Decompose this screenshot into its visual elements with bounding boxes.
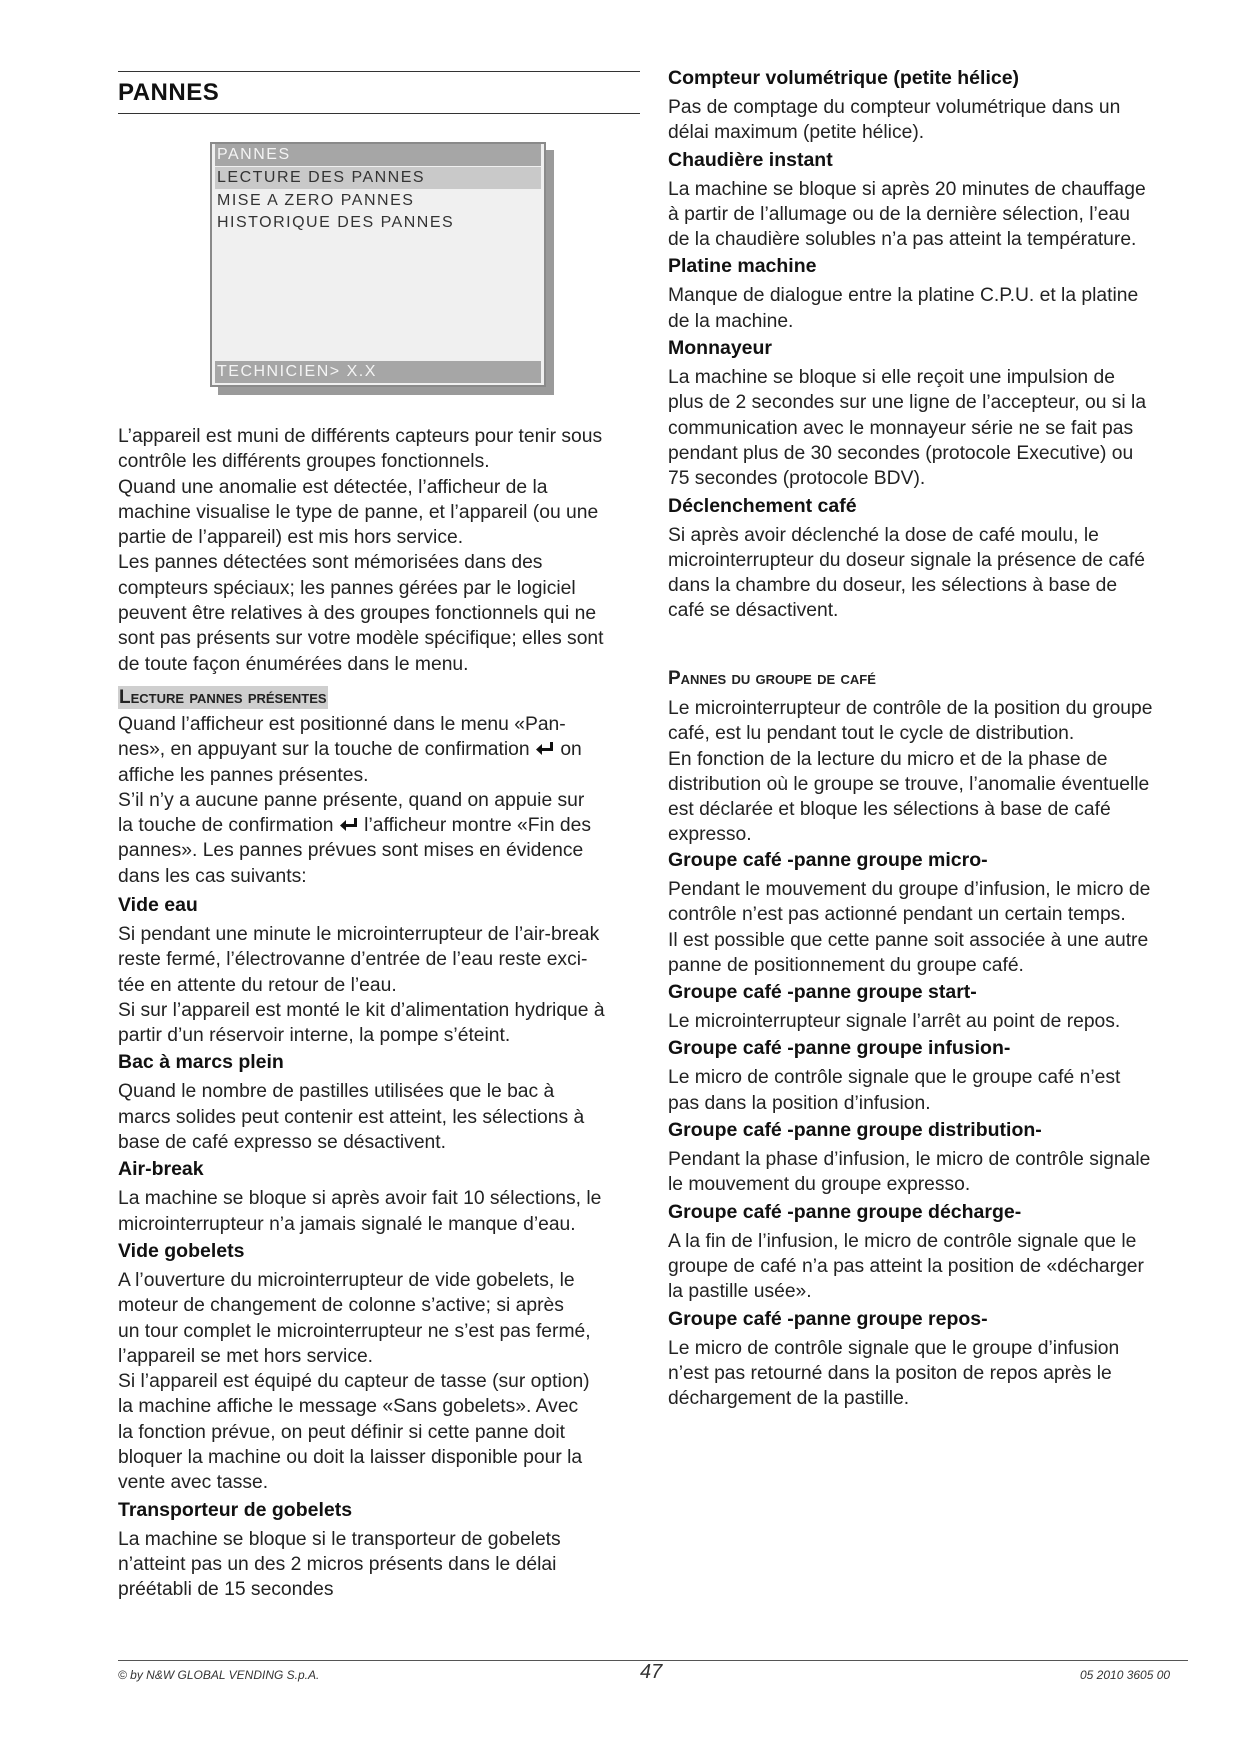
fault-heading: Groupe café -panne groupe repos-	[668, 1307, 988, 1330]
text-line: tée en attente du retour de l’eau.	[118, 974, 397, 996]
text-line: partir d’un réservoir interne, la pompe s’éteint.	[118, 1025, 511, 1047]
text-line: un tour complet le microinterrupteur ne s’est pas fermé,	[118, 1320, 591, 1342]
text-line: Si l’appareil est équipé du capteur de tasse (sur option)	[118, 1371, 590, 1393]
text-line: Pas de comptage du compteur volumétrique dans un	[668, 97, 1121, 118]
text-line: de la machine.	[668, 310, 794, 332]
text-line: pendant plus de 30 secondes (protocole Executive) ou	[668, 442, 1134, 464]
text-line: expresso.	[668, 824, 752, 846]
text-line: plus de 2 secondes sur une ligne de l’accepteur, ou si la	[668, 392, 1147, 414]
text-line: Pendant la phase d’infusion, le micro de contrôle signale	[668, 1149, 1151, 1171]
text-line: Le microinterrupteur de contrôle de la position du groupe	[668, 698, 1153, 719]
text-line: affiche les pannes présentes.	[118, 764, 369, 786]
lcd-header: PANNES	[215, 144, 541, 166]
fault-item	[118, 893, 640, 1048]
lcd-menu-item-historique: HISTORIQUE DES PANNES	[217, 214, 455, 231]
fault-heading: Groupe café -panne groupe micro-	[668, 849, 988, 871]
title-bottom-rule	[118, 113, 640, 114]
text-line: Il est possible que cette panne soit associée à une autre	[668, 929, 1149, 951]
text-line: compteurs spéciaux; les pannes gérées par le logiciel	[118, 577, 576, 599]
text-line: 75 secondes (protocole BDV).	[668, 468, 926, 490]
text-line: pannes». Les pannes prévues sont mises en évidence	[118, 840, 584, 862]
text-line: de toute façon énumérées dans le menu.	[118, 653, 469, 675]
fault-heading: Chaudière instant	[668, 148, 833, 171]
fault-item	[118, 1239, 640, 1496]
section-groupe-heading-wrap	[668, 667, 1188, 690]
lcd-footer: TECHNICIEN> X.X	[215, 361, 541, 383]
text-line: café, est lu pendant tout le cycle de distribution.	[668, 723, 1075, 745]
text-line: l’appareil se met hors service.	[118, 1345, 374, 1367]
text-line: contrôle les différents groupes fonctionnels.	[118, 451, 490, 473]
text-line: Les pannes détectées sont mémorisées dans des	[118, 552, 543, 574]
fault-item	[668, 254, 1188, 334]
lecture-paragraph	[118, 712, 640, 889]
text-line: En fonction de la lecture du micro et de la phase de	[668, 748, 1108, 770]
fault-heading: Bac à marcs plein	[118, 1051, 284, 1074]
fault-item	[118, 1157, 640, 1237]
text-line: microinterrupteur du doseur signale la présence de café	[668, 549, 1145, 571]
text-line: déchargement de la pastille.	[668, 1388, 910, 1410]
text-line: vente avec tasse.	[118, 1472, 269, 1494]
text-line: Si après avoir déclenché la dose de café moulu, le	[668, 524, 1099, 546]
text-line: panne de positionnement du groupe café.	[668, 954, 1024, 976]
fault-heading: Air-break	[118, 1158, 204, 1181]
page-number: 47	[640, 1661, 663, 1683]
section-heading-groupe-cafe: Pannes du groupe de café	[668, 668, 876, 689]
text-line: nes», en appuyant sur la touche de confirmation on	[118, 739, 582, 761]
text-line: Quand l’afficheur est positionné dans le menu «Pan-	[118, 714, 566, 735]
fault-heading: Groupe café -panne groupe décharge-	[668, 1200, 1022, 1223]
text-line: peuvent être relatives à des groupes fonctionnels qui ne	[118, 603, 597, 625]
text-line: La machine se bloque si après 20 minutes de chauffage	[668, 178, 1146, 200]
text-line: A la fin de l’infusion, le micro de contrôle signale que le	[668, 1230, 1137, 1252]
fault-heading: Groupe café -panne groupe distribution-	[668, 1119, 1042, 1142]
text-line: contrôle n’est pas actionné pendant un certain temps.	[668, 904, 1126, 926]
text-line: sont pas présents sur votre modèle spécifique; elles sont	[118, 628, 604, 650]
fault-item	[668, 980, 1188, 1034]
text-line: marcs solides peut contenir est atteint, les sélections à	[118, 1106, 585, 1128]
text-line: La machine se bloque si après avoir fait 10 sélections, le	[118, 1188, 602, 1210]
lcd-menu-item-mise-a-zero: MISE A ZERO PANNES	[217, 192, 415, 209]
text-line: Si pendant une minute le microinterrupteur de l’air-break	[118, 924, 600, 945]
fault-item	[668, 494, 1188, 624]
text-line: Le micro de contrôle signale que le groupe d’infusion	[668, 1337, 1120, 1359]
fault-item	[118, 1498, 640, 1603]
enter-key-icon	[535, 741, 555, 757]
intro-paragraph	[118, 424, 640, 677]
text-line: dans la chambre du doseur, les sélections à base de	[668, 575, 1118, 597]
text-line: la pastille usée».	[668, 1281, 812, 1303]
text-line: machine visualise le type de panne, et l’appareil (ou une	[118, 501, 599, 523]
left-fault-list	[118, 893, 640, 1605]
text-line: Le microinterrupteur signale l’arrêt au point de repos.	[668, 1011, 1121, 1033]
fault-item	[668, 1118, 1188, 1198]
text-line: n’atteint pas un des 2 micros présents dans le délai	[118, 1553, 557, 1575]
text-line: Quand une anomalie est détectée, l’afficheur de la	[118, 476, 548, 498]
fault-item	[668, 66, 1188, 146]
text-line: à partir de l’allumage ou de la dernière sélection, l’eau	[668, 203, 1130, 225]
text-line: café se désactivent.	[668, 600, 839, 622]
text-line: communication avec le monnayeur série ne se fait pas	[668, 417, 1134, 439]
lcd-display	[210, 142, 546, 387]
fault-item	[668, 148, 1188, 253]
text-line: de la chaudière solubles n’a pas atteint la température.	[668, 229, 1137, 251]
text-line: dans les cas suivants:	[118, 865, 307, 887]
text-line: L’appareil est muni de différents capteurs pour tenir sous	[118, 426, 603, 447]
fault-item	[668, 1200, 1188, 1305]
fault-heading: Compteur volumétrique (petite hélice)	[668, 67, 1020, 89]
text-line: reste fermé, l’électrovanne d’entrée de l’eau reste exci-	[118, 949, 588, 971]
fault-item	[668, 1307, 1188, 1412]
fault-heading: Monnayeur	[668, 337, 773, 360]
text-line: n’est pas retourné dans la positon de repos après le	[668, 1362, 1112, 1384]
text-line: le mouvement du groupe expresso.	[668, 1174, 971, 1196]
right-fault-list-top	[668, 66, 1188, 626]
text-line: Manque de dialogue entre la platine C.P.U. et la platine	[668, 285, 1139, 307]
text-line: la fonction prévue, on peut définir si cette panne doit	[118, 1421, 565, 1443]
fault-heading: Groupe café -panne groupe infusion-	[668, 1037, 1011, 1060]
fault-heading: Vide gobelets	[118, 1239, 245, 1262]
text-line: préétabli de 15 secondes	[118, 1579, 334, 1601]
text-line: la machine affiche le message «Sans gobelets». Avec	[118, 1396, 579, 1418]
text-line: est déclarée et bloque les sélections à base de café	[668, 799, 1111, 821]
footer-copyright: © by N&W GLOBAL VENDING S.p.A.	[118, 1668, 320, 1682]
text-line: délai maximum (petite hélice).	[668, 122, 925, 144]
fault-heading: Groupe café -panne groupe start-	[668, 981, 977, 1004]
page-title: PANNES	[118, 79, 220, 106]
document-code: 05 2010 3605 00	[1080, 1668, 1171, 1682]
text-line: bloquer la machine ou doit la laisser disponible pour la	[118, 1447, 583, 1469]
fault-item	[668, 336, 1188, 491]
text-line: partie de l’appareil) est mis hors service.	[118, 527, 464, 549]
text-line: A l’ouverture du microinterrupteur de vide gobelets, le	[118, 1269, 575, 1291]
text-line: la touche de confirmation l’afficheur montre «Fin des	[118, 815, 592, 837]
lcd-menu-item-lecture: LECTURE DES PANNES	[215, 167, 541, 189]
text-line: distribution où le groupe se trouve, l’anomalie éventuelle	[668, 773, 1150, 795]
title-top-rule	[118, 71, 640, 72]
fault-heading: Platine machine	[668, 255, 817, 278]
text-line: La machine se bloque si elle reçoit une impulsion de	[668, 367, 1115, 389]
text-line: S’il n’y a aucune panne présente, quand on appuie sur	[118, 789, 585, 811]
text-line: microinterrupteur n’a jamais signalé le manque d’eau.	[118, 1213, 576, 1235]
fault-item	[668, 848, 1188, 978]
fault-item	[118, 1050, 640, 1155]
text-line: Si sur l’appareil est monté le kit d’alimentation hydrique à	[118, 999, 605, 1021]
fault-item	[668, 1036, 1188, 1116]
fault-heading: Transporteur de gobelets	[118, 1498, 353, 1521]
text-line: moteur de changement de colonne s’active; si après	[118, 1295, 564, 1317]
text-line: base de café expresso se désactivent.	[118, 1132, 446, 1154]
text-line: groupe de café n’a pas atteint la position de «décharger	[668, 1255, 1144, 1277]
right-fault-list-bottom	[668, 848, 1188, 1413]
section-heading-lecture: Lecture pannes présentes	[119, 687, 327, 708]
text-line: Pendant le mouvement du groupe d’infusion, le micro de	[668, 879, 1151, 900]
section-lecture-heading-wrap	[118, 686, 640, 709]
text-line: pas dans la position d’infusion.	[668, 1092, 931, 1114]
fault-heading: Vide eau	[118, 894, 198, 916]
text-line: Le micro de contrôle signale que le groupe café n’est	[668, 1067, 1121, 1089]
enter-key-icon	[339, 817, 359, 833]
text-line: Quand le nombre de pastilles utilisées que le bac à	[118, 1081, 555, 1103]
text-line: La machine se bloque si le transporteur de gobelets	[118, 1528, 561, 1550]
fault-heading: Déclenchement café	[668, 494, 857, 517]
groupe-cafe-intro	[668, 696, 1188, 848]
